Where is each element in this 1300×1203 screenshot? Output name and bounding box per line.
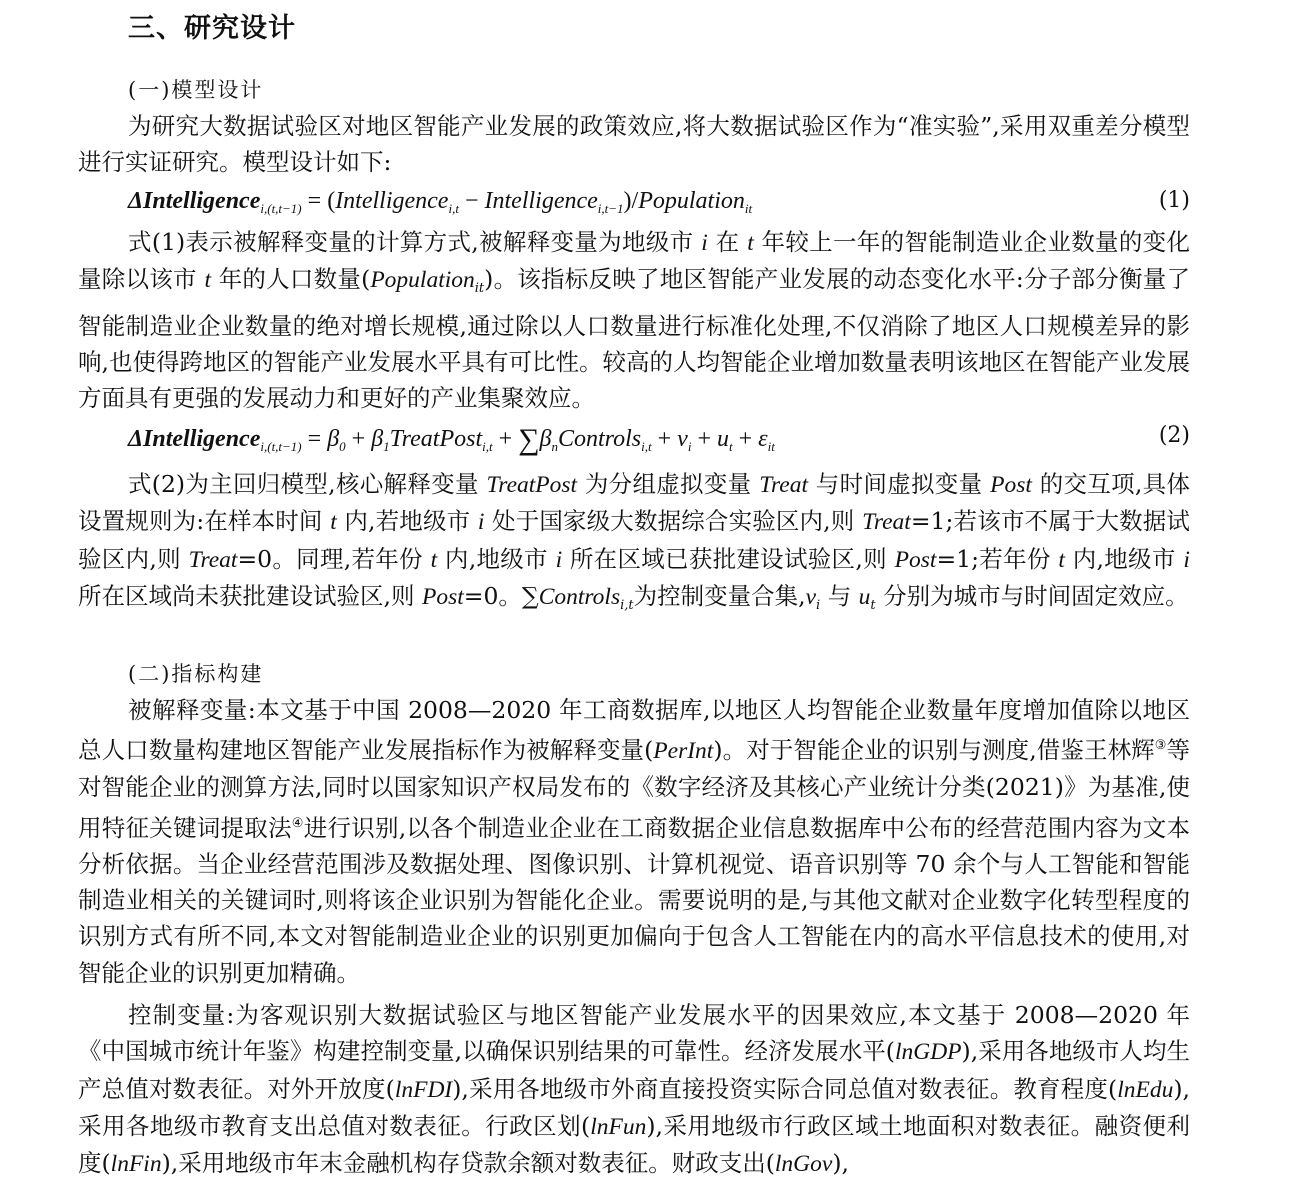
equation-1-expression: ΔIntelligence$_{i,(t,t-1)}$ = (Intelligence$_{i,t}$ − Intelligence$_{i,t-1}$)/Population$_{it}$ (128, 188, 753, 216)
footnote-3-marker: ③ (1154, 738, 1167, 754)
equation-2-number: (2) (1158, 423, 1190, 448)
subsection-indicator-construction: (二)指标构建 (128, 662, 264, 686)
equation-2 (128, 423, 1190, 456)
section-title: 三、研究设计 (128, 13, 296, 44)
paragraph-control-variables: 控制变量:为客观识别大数据试验区与地区智能产业发展水平的因果效应,本文基于 2008—2020 年《中国城市统计年鉴》构建控制变量,以确保识别结果的可靠性。经济发展水平(lnGDP),采用各地级市人均生产总值对数表征。对外开放度(lnFDI),采用各地级市外商直接投资实际合同总值对数表征。教育程度(lnEdu),采用各地级市教育支出总值对数表征。行政区划(lnFun),采用地级市行政区域土地面积对数表征。融资便利度(lnFin),采用地级市年末金融机构存贷款余额对数表征。财政支出(lnGov), (78, 1001, 1191, 1178)
subsection-model-design: (一)模型设计 (128, 78, 264, 102)
footnote-4-marker: ④ (291, 815, 304, 831)
paragraph-eq1-explanation: 式(1)表示被解释变量的计算方式,被解释变量为地级市 i 在 t 年较上一年的智能制造业企业数量的变化量除以该市 t 年的人口数量(Population$_{it}$)。该指标反映了地区智能产业发展的动态变化水平:分子部分衡量了智能制造业企业数量的绝对增长规模,通过除以人口数量进行标准化处理,不仅消除了地区人口规模差异的影响,也使得跨地区的智能产业发展水平具有可比性。较高的人均智能企业增加数量表明该地区在智能产业发展方面具有更强的发展动力和更好的产业集聚效应。 (78, 228, 1190, 413)
equation-1 (128, 188, 1190, 218)
paragraph-intro: 为研究大数据试验区对地区智能产业发展的政策效应,将大数据试验区作为“准实验”,采用双重差分模型进行实证研究。模型设计如下: (78, 112, 1190, 177)
paragraph-dependent-variable: 被解释变量:本文基于中国 2008—2020 年工商数据库,以地区人均智能企业数量年度增加值除以地区总人口数量构建地区智能产业发展指标作为被解释变量(PerInt)。对于智能企业的识别与测度,借鉴王林辉③等对智能企业的测算方法,同时以国家知识产权局发布的《数字经济及其核心产业统计分类(2021)》为基准,使用特征关键词提取法④进行识别,以各个制造业企业在工商数据企业信息数据库中公布的经营范围内容为文本分析依据。当企业经营范围涉及数据处理、图像识别、计算机视觉、语音识别等 70 余个与人工智能和智能制造业相关的关键词时,则将该企业识别为智能化企业。需要说明的是,与其他文献对企业数字化转型程度的识别方式有所不同,本文对智能制造业企业的识别更加偏向于包含人工智能在内的高水平信息技术的使用,对智能企业的识别更加精确。 (78, 696, 1191, 987)
equation-1-number: (1) (1158, 188, 1190, 213)
paragraph-eq2-explanation: 式(2)为主回归模型,核心解释变量 TreatPost 为分组虚拟变量 Treat 与时间虚拟变量 Post 的交互项,具体设置规则为:在样本时间 t 内,若地级市 i 处于国家级大数据综合实验区内,则 Treat=1;若该市不属于大数据试验区内,则 Treat=0。同理,若年份 t 内,地级市 i 所在区域已获批建设试验区,则 Post=1;若年份 t 内,地级市 i 所在区域尚未获批建设试验区,则 Post=0。∑Controls$_{i,t}$为控制变量合集$,v_i$ 与 $u_t$ 分别为城市与时间固定效应。 (78, 470, 1190, 613)
equation-2-expression: ΔIntelligence$_{i,(t,t-1)}$ = $\beta_0$ + $\beta_1TreatPost_{i,t}$ + $\sum\beta_nControls_{i,t} + v_i + u_t + \varepsilon_{it}$ (128, 423, 775, 456)
